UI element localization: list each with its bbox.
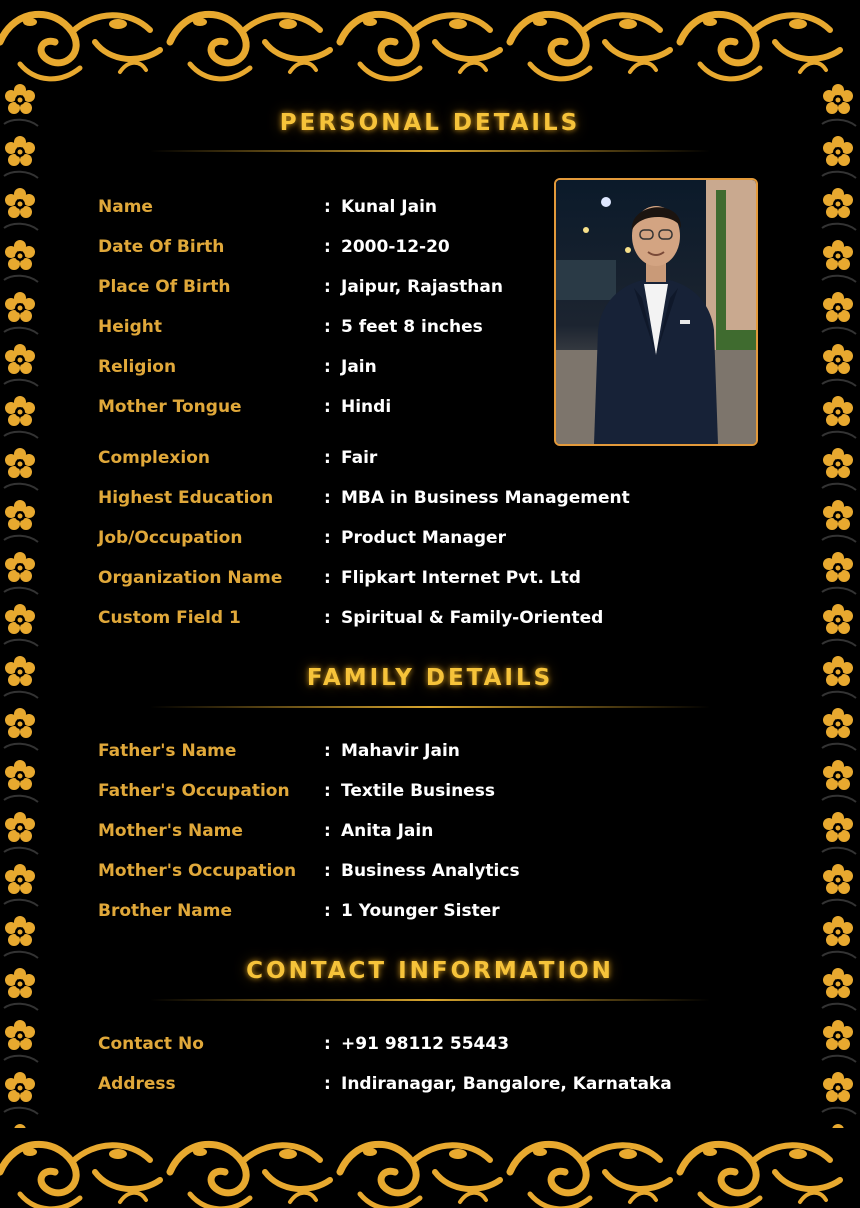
row-separator: :	[324, 1034, 331, 1054]
row-value: Jain	[341, 357, 377, 377]
row-label: Religion	[98, 357, 177, 377]
row-value: Mahavir Jain	[341, 741, 460, 761]
row-value: Flipkart Internet Pvt. Ltd	[341, 568, 581, 588]
family-details-divider	[150, 706, 710, 708]
row-separator: :	[324, 821, 331, 841]
bottom-ornament-border	[0, 1128, 860, 1208]
profile-photo	[554, 178, 758, 446]
row-separator: :	[324, 197, 331, 217]
top-ornament-border	[0, 0, 860, 82]
row-value: Fair	[341, 448, 378, 468]
row-label: Name	[98, 197, 153, 217]
row-value: +91 98112 55443	[341, 1034, 510, 1054]
row-label: Custom Field 1	[98, 608, 241, 628]
contact-information-heading: CONTACT INFORMATION	[246, 958, 614, 984]
row-separator: :	[324, 488, 331, 508]
row-separator: :	[324, 781, 331, 801]
row-separator: :	[324, 448, 331, 468]
row-separator: :	[324, 608, 331, 628]
row-value: Indiranagar, Bangalore, Karnataka	[341, 1074, 672, 1094]
row-separator: :	[324, 1074, 331, 1094]
personal-details-divider	[150, 150, 710, 152]
row-value: Product Manager	[341, 528, 506, 548]
row-value: 5 feet 8 inches	[341, 317, 483, 337]
family-details-heading: FAMILY DETAILS	[306, 665, 554, 691]
row-value: Kunal Jain	[341, 197, 438, 217]
row-value: Business Analytics	[341, 861, 520, 881]
row-separator: :	[324, 568, 331, 588]
row-label: Contact No	[98, 1034, 204, 1054]
row-label: Mother's Occupation	[98, 861, 297, 881]
row-value: 1 Younger Sister	[341, 901, 500, 921]
row-value: MBA in Business Management	[341, 488, 630, 508]
row-label: Father's Occupation	[98, 781, 290, 801]
contact-information-divider	[150, 999, 710, 1001]
row-value: Jaipur, Rajasthan	[341, 277, 503, 297]
row-separator: :	[324, 237, 331, 257]
row-value: 2000-12-20	[341, 237, 450, 257]
row-separator: :	[324, 397, 331, 417]
row-separator: :	[324, 528, 331, 548]
row-label: Height	[98, 317, 162, 337]
row-label: Organization Name	[98, 568, 283, 588]
row-label: Job/Occupation	[98, 528, 243, 548]
row-label: Father's Name	[98, 741, 237, 761]
row-label: Mother's Name	[98, 821, 243, 841]
row-value: Spiritual & Family-Oriented	[341, 608, 604, 628]
row-separator: :	[324, 901, 331, 921]
row-value: Anita Jain	[341, 821, 434, 841]
row-label: Highest Education	[98, 488, 274, 508]
row-label: Brother Name	[98, 901, 233, 921]
row-value: Textile Business	[341, 781, 495, 801]
personal-details-heading: PERSONAL DETAILS	[279, 110, 581, 136]
row-label: Place Of Birth	[98, 277, 231, 297]
row-separator: :	[324, 277, 331, 297]
row-label: Date Of Birth	[98, 237, 225, 257]
row-label: Mother Tongue	[98, 397, 242, 417]
row-value: Hindi	[341, 397, 392, 417]
row-separator: :	[324, 861, 331, 881]
row-separator: :	[324, 317, 331, 337]
row-separator: :	[324, 741, 331, 761]
row-label: Address	[98, 1074, 176, 1094]
row-separator: :	[324, 357, 331, 377]
row-label: Complexion	[98, 448, 210, 468]
